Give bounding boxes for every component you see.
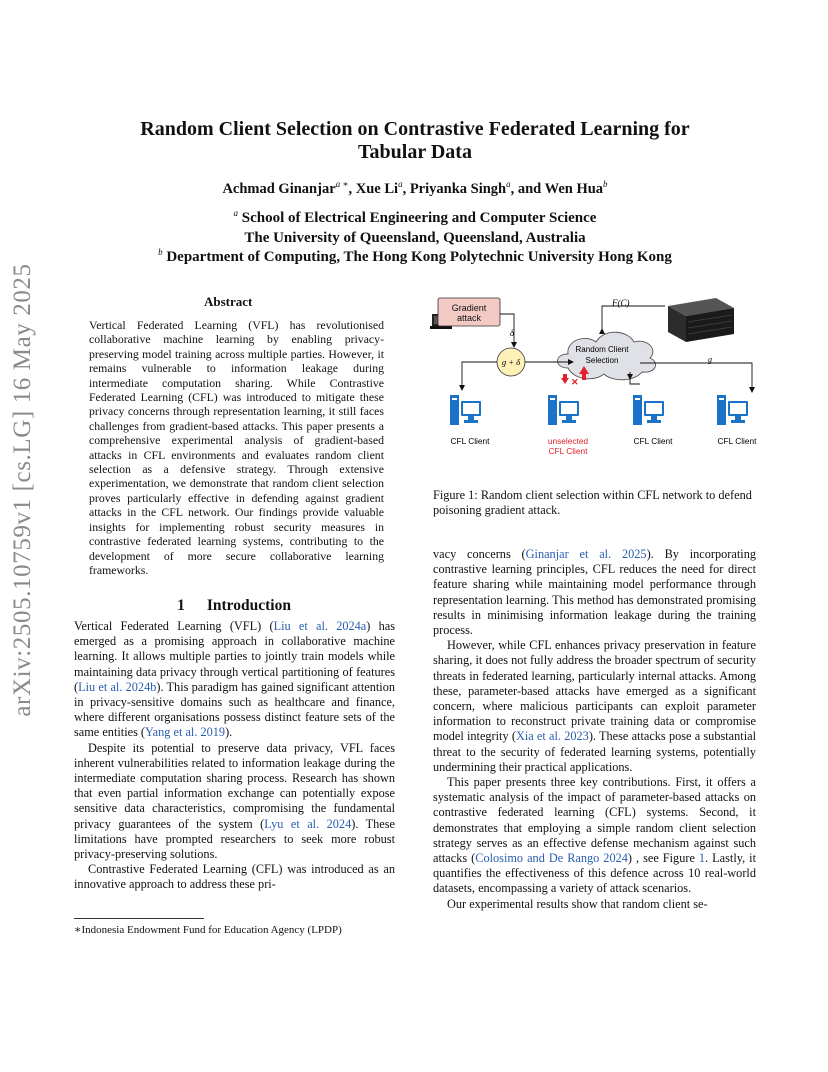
author-sup: a — [398, 179, 403, 190]
cloud-label: Random Client — [575, 345, 629, 354]
client-computer-icon — [633, 395, 664, 425]
client-label: CFL Client — [450, 436, 490, 446]
author-name: Wen Hua — [544, 181, 604, 197]
aff-text: The University of Queensland, Queensland, Australia — [244, 229, 586, 246]
citation-link[interactable]: Ginanjar et al. 2025 — [525, 547, 647, 561]
section-number: 1 — [177, 597, 185, 614]
affiliation-line — [60, 248, 770, 268]
figure-caption: Figure 1: Random client selection within CFL network to defend poisoning gradient attack. — [433, 488, 752, 518]
right-column-text — [433, 547, 756, 912]
client-label-unselected: CFL Client — [548, 446, 588, 456]
citation-link[interactable]: Lyu et al. 2024 — [264, 816, 352, 831]
server-icon — [668, 298, 734, 342]
citation-link[interactable]: Yang et al. 2019 — [145, 725, 226, 740]
citation-link[interactable]: Xia et al. 2023 — [515, 729, 589, 744]
g-plus-delta-label: g + δ — [501, 357, 521, 367]
left-column-text — [74, 619, 395, 893]
affiliation-line — [60, 209, 770, 229]
aff-sup: a — [233, 208, 239, 218]
affiliation-line — [60, 229, 770, 249]
author-sup: a ∗ — [335, 179, 349, 190]
aff-text: School of Electrical Engineering and Computer Science — [241, 210, 597, 226]
paragraph: However, while CFL enhances privacy preservation in feature sharing, it does not fully address the broader spectrum of security threats in federated learning, particularly internal attacks. Among these, parameter-based attacks have emerged as a significant concern, where malicious participants can exploit parameter information to reconstruct private training data or compromise model integrity (Xia et al. 2023). These attacks pose a substantial threat to the security of federated learning systems, potentially undermining their practical applications. — [433, 638, 756, 774]
author-sep: , — [402, 181, 407, 197]
author-sep: , — [348, 181, 353, 197]
client-label-unselected: unselected — [547, 436, 589, 446]
paragraph: vacy concerns (Ginanjar et al. 2025). By incorporating contrastive learning principles, CFL reduces the need for direct feature sharing while maintaining model performance through representation learning. This method has demonstrated promising results in minimising information leakage during the training process. — [433, 547, 756, 638]
footnote-rule — [74, 918, 204, 919]
client-label: CFL Client — [717, 436, 757, 446]
figure-ref-link[interactable]: 1 — [698, 851, 706, 866]
arxiv-watermark: arXiv:2505.10759v1 [cs.LG] 16 May 2025 — [9, 263, 36, 717]
author-name: Achmad Ginanjar — [222, 181, 336, 197]
affiliations — [60, 209, 770, 268]
gradient-attack-label: attack — [456, 313, 482, 323]
citation-link[interactable]: Colosimo and De Rango 2024 — [475, 851, 628, 866]
g-label: g — [708, 355, 712, 364]
delta-label: δ — [509, 328, 515, 338]
paragraph: Despite its potential to preserve data privacy, VFL faces inherent vulnerabilities related to information leakage during the intermediate computation sharing process. Research has shown that even partial information exchange can potentially expose sensitive data characteristics, compromising the fundamental privacy guarantees of the system (Lyu et al. 2024). These limitations have prompted researchers to seek more robust privacy-preserving solutions. — [74, 740, 395, 862]
paragraph: Vertical Federated Learning (VFL) (Liu et al. 2024a) has emerged as a promising approach in collaborative machine learning. It allows multiple parties to jointly train models while maintaining data privacy through vertical partitioning of features (Liu et al. 2024b). This paradigm has gained significant attention in privacy-sensitive domains such as healthcare and finance, where different organisations possess distinct feature sets of the same entities (Yang et al. 2019). — [74, 619, 395, 740]
cross-mark: ✕ — [571, 377, 579, 387]
abstract-heading: Abstract — [204, 294, 253, 309]
gradient-attack-label: Gradient — [451, 303, 487, 313]
figure-1-diagram — [430, 292, 765, 462]
title-line-2: Tabular Data — [358, 141, 472, 163]
citation-link[interactable]: Liu et al. 2024a — [273, 619, 367, 633]
paper-title — [60, 118, 770, 164]
paragraph: Contrastive Federated Learning (CFL) was introduced as an innovative approach to address these pri- — [74, 862, 395, 892]
footnote: ∗Indonesia Endowment Fund for Education Agency (LPDP) — [74, 924, 342, 936]
paragraph: Our experimental results show that random client se- — [447, 896, 708, 911]
author-name: Priyanka Singh — [409, 181, 507, 197]
red-arrow-down — [561, 374, 569, 384]
paragraph: This paper presents three key contributions. First, it offers a systematic analysis of the impact of parameter-based attacks on contrastive federated learning (CFL) systems. Second, it demonstrates that employing a simple random client selection strategy serves as an effective defense mechanism against such attacks (Colosimo and De Rango 2024) , see Figure 1. Lastly, it quantifies the effectiveness of this defence across 10 real-world datasets, encompassing a variety of attack scenarios. — [433, 775, 756, 896]
client-computer-icon — [717, 395, 748, 425]
cloud-label: Selection — [585, 356, 619, 365]
author-sup: a — [506, 179, 511, 190]
fc-label: F(C) — [612, 298, 630, 308]
client-label: CFL Client — [633, 436, 673, 446]
author-name: Xue Li — [355, 181, 399, 197]
title-line-1: Random Client Selection on Contrastive Federated Learning for — [140, 118, 690, 140]
client-computer-icon — [450, 395, 481, 425]
aff-sup: b — [158, 247, 163, 257]
aff-text: Department of Computing, The Hong Kong Polytechnic University Hong Kong — [166, 249, 672, 265]
author-sup: b — [603, 179, 608, 190]
author-list — [60, 181, 770, 198]
section-title: Introduction — [206, 597, 291, 614]
citation-link[interactable]: Liu et al. 2024b — [78, 679, 157, 694]
abstract-body: Vertical Federated Learning (VFL) has revolutionised collaborative machine learning by enabling privacy-preserving model training across multiple parties. However, it remains vulnerable to information leakage during intermediate computation sharing. While Contrastive Federated Learning (CFL) was introduced to mitigate these privacy concerns through representation learning, it still faces challenges from gradient-based attacks. This paper presents a comprehensive experimental analysis of gradient-based attacks in CFL environments and evaluates random client selection as a defensive strategy. Through extensive experimentation, we demonstrate that random client selection proves particularly effective in defending against gradient attacks in the CFL network. Our findings provide valuable insights for implementing robust security measures in contrastive federated learning systems, contributing to the development of more secure collaborative learning frameworks. — [89, 318, 384, 577]
client-computer-icon — [548, 395, 579, 425]
section-heading — [74, 597, 394, 615]
author-sep: , and — [510, 181, 542, 197]
